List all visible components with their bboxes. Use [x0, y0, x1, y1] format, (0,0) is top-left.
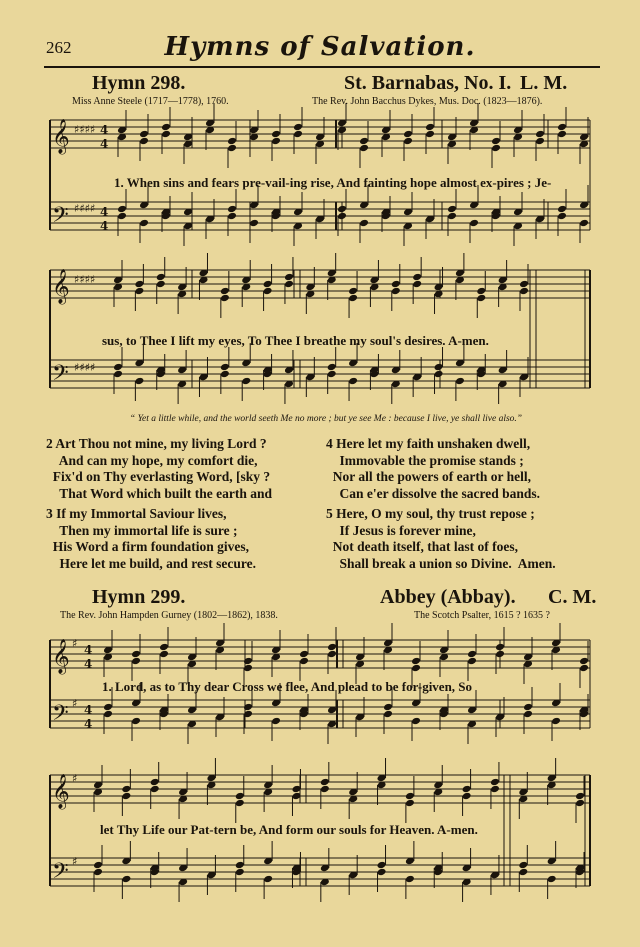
- notehead: [249, 219, 259, 228]
- notehead: [327, 650, 337, 659]
- svg-text:♯: ♯: [72, 772, 78, 785]
- notehead: [519, 280, 529, 289]
- svg-text:𝄢: 𝄢: [52, 701, 69, 731]
- notehead: [134, 280, 144, 289]
- notehead: [523, 703, 533, 712]
- notehead: [403, 130, 413, 139]
- svg-text:𝄢: 𝄢: [52, 859, 69, 889]
- hymn-298-system-2: [50, 270, 590, 388]
- svg-text:♯: ♯: [72, 637, 78, 650]
- notehead: [161, 130, 171, 139]
- svg-text:♯: ♯: [72, 855, 78, 868]
- notehead: [383, 703, 393, 712]
- notehead: [327, 370, 337, 379]
- notehead: [411, 657, 421, 666]
- notehead: [117, 212, 127, 221]
- notehead: [271, 137, 281, 146]
- notehead: [447, 205, 457, 214]
- notehead: [235, 792, 245, 801]
- notehead: [235, 799, 245, 808]
- notehead: [139, 137, 149, 146]
- notehead: [434, 363, 444, 372]
- notehead: [405, 875, 415, 884]
- svg-text:♯♯♯♯: ♯♯♯♯: [74, 202, 96, 215]
- hymn-298-author: Miss Anne Steele (1717—1778), 1760.: [72, 96, 229, 107]
- notehead: [103, 710, 113, 719]
- notehead: [518, 868, 528, 877]
- running-title: Hymns of Salvation.: [164, 32, 476, 62]
- notehead: [293, 130, 303, 139]
- notehead: [391, 287, 401, 296]
- notehead: [359, 219, 369, 228]
- svg-text:♯: ♯: [72, 697, 78, 710]
- notehead: [462, 792, 472, 801]
- notehead: [337, 212, 347, 221]
- notehead: [131, 650, 141, 659]
- notehead: [121, 785, 131, 794]
- notehead: [434, 370, 444, 379]
- svg-text:𝄞: 𝄞: [52, 639, 70, 674]
- notehead: [113, 370, 123, 379]
- notehead: [557, 130, 567, 139]
- notehead: [557, 123, 567, 132]
- notehead: [490, 778, 500, 787]
- svg-text:𝄢: 𝄢: [52, 361, 69, 391]
- notehead: [447, 212, 457, 221]
- svg-text:♯♯♯♯: ♯♯♯♯: [74, 123, 96, 136]
- notehead: [405, 792, 415, 801]
- hymn-298-lyric-line-2: sus, to Thee I lift my eyes, To Thee I breathe my soul's desires. A-men.: [102, 333, 489, 348]
- notehead: [327, 363, 337, 372]
- notehead: [220, 287, 230, 296]
- notehead: [263, 875, 273, 884]
- notehead: [227, 212, 237, 221]
- notehead: [523, 710, 533, 719]
- notehead: [476, 287, 486, 296]
- notehead: [383, 710, 393, 719]
- hymn-299-meter: C. M.: [548, 586, 597, 608]
- notehead: [491, 137, 501, 146]
- notehead: [377, 861, 387, 870]
- notehead: [299, 650, 309, 659]
- notehead: [93, 868, 103, 877]
- hymn-299-composer: The Scotch Psalter, 1615 ? 1635 ?: [414, 610, 550, 621]
- svg-text:4: 4: [100, 137, 109, 151]
- notehead: [557, 212, 567, 221]
- notehead: [455, 377, 465, 386]
- notehead: [495, 650, 505, 659]
- notehead: [348, 377, 358, 386]
- notehead: [131, 717, 141, 726]
- notehead: [337, 205, 347, 214]
- notehead: [535, 137, 545, 146]
- notehead: [139, 130, 149, 139]
- hymn-298-lyric-line-1: 1. When sins and fears pre-vail-ing rise, And fainting hope almost ex-pires ; Je-: [114, 175, 552, 190]
- notehead: [575, 799, 585, 808]
- notehead: [462, 785, 472, 794]
- notehead: [139, 219, 149, 228]
- notehead: [263, 280, 273, 289]
- notehead: [320, 785, 330, 794]
- notehead: [403, 137, 413, 146]
- notehead: [284, 280, 294, 289]
- notehead: [579, 664, 589, 673]
- notehead: [411, 664, 421, 673]
- notehead: [131, 657, 141, 666]
- svg-text:4: 4: [84, 657, 93, 671]
- scripture-quote: “ Yet a little while, and the world seeth Me no more ; but ye see Me : because I live, ye shall live also.”: [129, 414, 523, 424]
- hymn-299-lyric-line-1: 1. Lord, as to Thy dear Cross we flee, And plead to be for-given, So: [102, 679, 473, 694]
- notehead: [159, 643, 169, 652]
- notehead: [263, 287, 273, 296]
- notehead: [220, 363, 230, 372]
- svg-text:𝄞: 𝄞: [52, 269, 70, 304]
- notehead: [220, 370, 230, 379]
- svg-text:4: 4: [84, 703, 93, 717]
- notehead: [134, 287, 144, 296]
- svg-text:♯♯♯♯: ♯♯♯♯: [74, 361, 96, 374]
- notehead: [467, 650, 477, 659]
- notehead: [391, 280, 401, 289]
- notehead: [121, 792, 131, 801]
- notehead: [150, 778, 160, 787]
- notehead: [117, 205, 127, 214]
- notehead: [412, 280, 422, 289]
- svg-text:4: 4: [100, 205, 109, 219]
- notehead: [495, 643, 505, 652]
- notehead: [93, 861, 103, 870]
- notehead: [121, 875, 131, 884]
- svg-text:𝄞: 𝄞: [52, 119, 70, 154]
- notehead: [293, 123, 303, 132]
- hymn-299-title: Hymn 299.: [92, 586, 186, 608]
- notehead: [377, 868, 387, 877]
- notehead: [425, 130, 435, 139]
- notehead: [425, 123, 435, 132]
- notehead: [469, 219, 479, 228]
- notehead: [359, 144, 369, 153]
- notehead: [551, 717, 561, 726]
- notehead: [535, 130, 545, 139]
- notehead: [579, 657, 589, 666]
- page-number: 262: [46, 38, 72, 57]
- notehead: [348, 287, 358, 296]
- svg-text:4: 4: [84, 643, 93, 657]
- notehead: [320, 778, 330, 787]
- hymn-299-lyric-line-2: let Thy Life our Pat-tern be, And form our souls for Heaven. A-men.: [100, 822, 478, 837]
- notehead: [271, 130, 281, 139]
- notehead: [159, 650, 169, 659]
- notehead: [284, 273, 294, 282]
- notehead: [467, 657, 477, 666]
- svg-text:♯♯♯♯: ♯♯♯♯: [74, 273, 96, 286]
- notehead: [476, 294, 486, 303]
- notehead: [156, 273, 166, 282]
- svg-text:𝄢: 𝄢: [52, 203, 69, 233]
- notehead: [161, 123, 171, 132]
- hymn-298-title: Hymn 298.: [92, 72, 186, 94]
- verse-5: 5 Here, O my soul, thy trust repose ; If Jesus is forever mine, Not death itself, that last of foes, Shall break a union so Divine. Amen.: [326, 506, 556, 571]
- notehead: [299, 657, 309, 666]
- notehead: [359, 137, 369, 146]
- notehead: [405, 799, 415, 808]
- notehead: [113, 363, 123, 372]
- hymn-298-meter: L. M.: [520, 72, 568, 94]
- notehead: [220, 294, 230, 303]
- notehead: [271, 717, 281, 726]
- notehead: [490, 785, 500, 794]
- verse-4: 4 Here let my faith unshaken dwell, Immovable the promise stands ; Nor all the powers of earth or hell, Can e'er dissolve the sacred bands.: [326, 436, 541, 501]
- hymn-299-author: The Rev. John Hampden Gurney (1802—1862), 1838.: [60, 610, 278, 621]
- notehead: [150, 785, 160, 794]
- notehead: [518, 861, 528, 870]
- notehead: [327, 643, 337, 652]
- notehead: [156, 280, 166, 289]
- svg-text:4: 4: [100, 219, 109, 233]
- notehead: [227, 205, 237, 214]
- svg-text:4: 4: [84, 717, 93, 731]
- notehead: [411, 717, 421, 726]
- notehead: [235, 868, 245, 877]
- notehead: [241, 377, 251, 386]
- notehead: [412, 273, 422, 282]
- hymn-299-tune: Abbey (Abbay).: [380, 586, 516, 608]
- svg-text:𝄞: 𝄞: [52, 774, 70, 809]
- notehead: [134, 377, 144, 386]
- svg-text:4: 4: [100, 123, 109, 137]
- notehead: [557, 205, 567, 214]
- notehead: [547, 875, 557, 884]
- notehead: [491, 144, 501, 153]
- notehead: [579, 219, 589, 228]
- verse-2: 2 Art Thou not mine, my living Lord ? And can my hope, my comfort die, Fix'd on Thy everlasting Word, [sky ? That Word which built the earth and: [46, 436, 273, 501]
- notehead: [519, 287, 529, 296]
- notehead: [575, 792, 585, 801]
- hymn-298-tune: St. Barnabas, No. I.: [344, 72, 512, 94]
- verse-3: 3 If my Immortal Saviour lives, Then my immortal life is sure ; His Word a firm foundation gives, Here let me build, and rest secure.: [46, 506, 256, 571]
- notehead: [235, 861, 245, 870]
- notehead: [227, 144, 237, 153]
- notehead: [103, 703, 113, 712]
- notehead: [348, 294, 358, 303]
- hymn-298-composer: The Rev. John Bacchus Dykes, Mus. Doc. (1823—1876).: [312, 96, 543, 107]
- notehead: [227, 137, 237, 146]
